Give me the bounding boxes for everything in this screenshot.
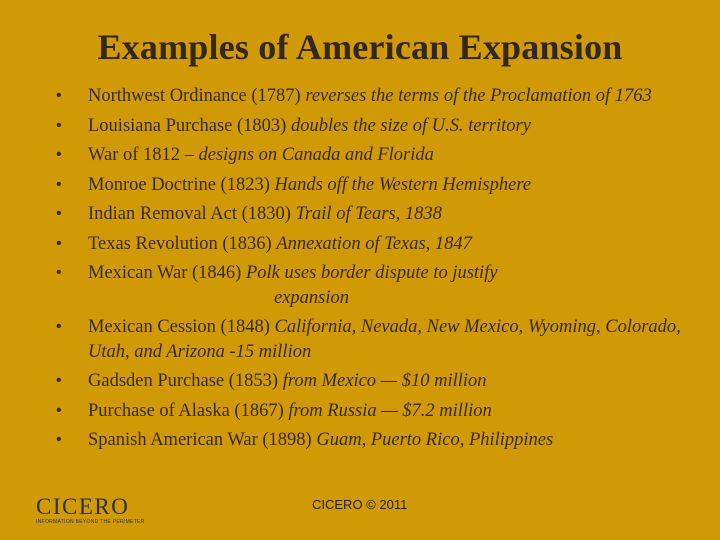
bullet-item <box>56 399 706 424</box>
bullet-text: Louisiana Purchase (1803) <box>88 115 291 136</box>
bullet-note: Guam, Puerto Rico, Philippines <box>316 430 554 450</box>
bullet-note: Hands off the Western Hemisphere <box>274 174 532 195</box>
bullet-dot-icon: • <box>56 431 62 448</box>
bullet-dot-icon: • <box>56 264 62 281</box>
bullet-item <box>56 232 706 257</box>
bullet-item <box>56 143 706 168</box>
bullet-note-continued: expansion <box>274 287 350 308</box>
bullet-list <box>56 84 706 458</box>
bullet-note: from Russia — $7.2 million <box>288 400 492 421</box>
bullet-text: Mexican Cession (1848) <box>88 317 275 337</box>
bullet-item <box>56 173 706 198</box>
logo-wordmark: CICERO <box>36 494 130 519</box>
bullet-note: California, Nevada, New Mexico, Wyoming, Colorado, Utah, and Arizona -15 million <box>88 317 681 362</box>
bullet-dot-icon: • <box>56 205 62 222</box>
bullet-note: Polk uses border dispute to justify <box>245 263 498 283</box>
bullet-note: reverses the terms of the Proclamation of 1763 <box>305 86 652 106</box>
bullet-item <box>56 114 706 139</box>
bullet-dot-icon: • <box>56 401 62 419</box>
bullet-note: Annexation of Texas, 1847 <box>276 233 472 254</box>
cicero-logo <box>36 494 145 525</box>
bullet-dot-icon: • <box>56 116 62 134</box>
bullet-dot-icon: • <box>56 234 62 252</box>
bullet-text: Spanish American War (1898) <box>88 430 317 450</box>
bullet-item <box>56 369 706 394</box>
bullet-text: War of 1812 – <box>88 145 199 165</box>
bullet-item <box>56 202 706 227</box>
bullet-item <box>56 84 706 109</box>
bullet-dot-icon: • <box>56 175 62 193</box>
bullet-text: Mexican War (1846) <box>88 263 246 283</box>
bullet-note: Trail of Tears, 1838 <box>295 204 442 224</box>
bullet-dot-icon: • <box>56 318 62 335</box>
bullet-dot-icon: • <box>56 146 62 163</box>
bullet-item <box>56 261 706 310</box>
bullet-text: Texas Revolution (1836) <box>88 233 277 254</box>
bullet-item <box>56 428 706 453</box>
slide-title: Examples of American Expansion <box>97 27 623 67</box>
bullet-text: Northwest Ordinance (1787) <box>88 86 306 106</box>
bullet-dot-icon: • <box>56 87 62 104</box>
bullet-note: from Mexico — $10 million <box>282 371 487 391</box>
bullet-text: Gadsden Purchase (1853) <box>88 371 283 391</box>
bullet-text: Monroe Doctrine (1823) <box>88 174 275 195</box>
bullet-note: doubles the size of U.S. territory <box>290 115 531 136</box>
bullet-item <box>56 315 706 364</box>
bullet-note: designs on Canada and Florida <box>198 145 434 165</box>
bullet-text: Purchase of Alaska (1867) <box>88 400 289 421</box>
footer-copyright: CICERO © 2011 <box>312 497 408 512</box>
bullet-text: Indian Removal Act (1830) <box>88 204 296 224</box>
logo-tagline: INFORMATION BEYOND THE PERIMETER <box>36 519 145 525</box>
bullet-dot-icon: • <box>56 372 62 389</box>
